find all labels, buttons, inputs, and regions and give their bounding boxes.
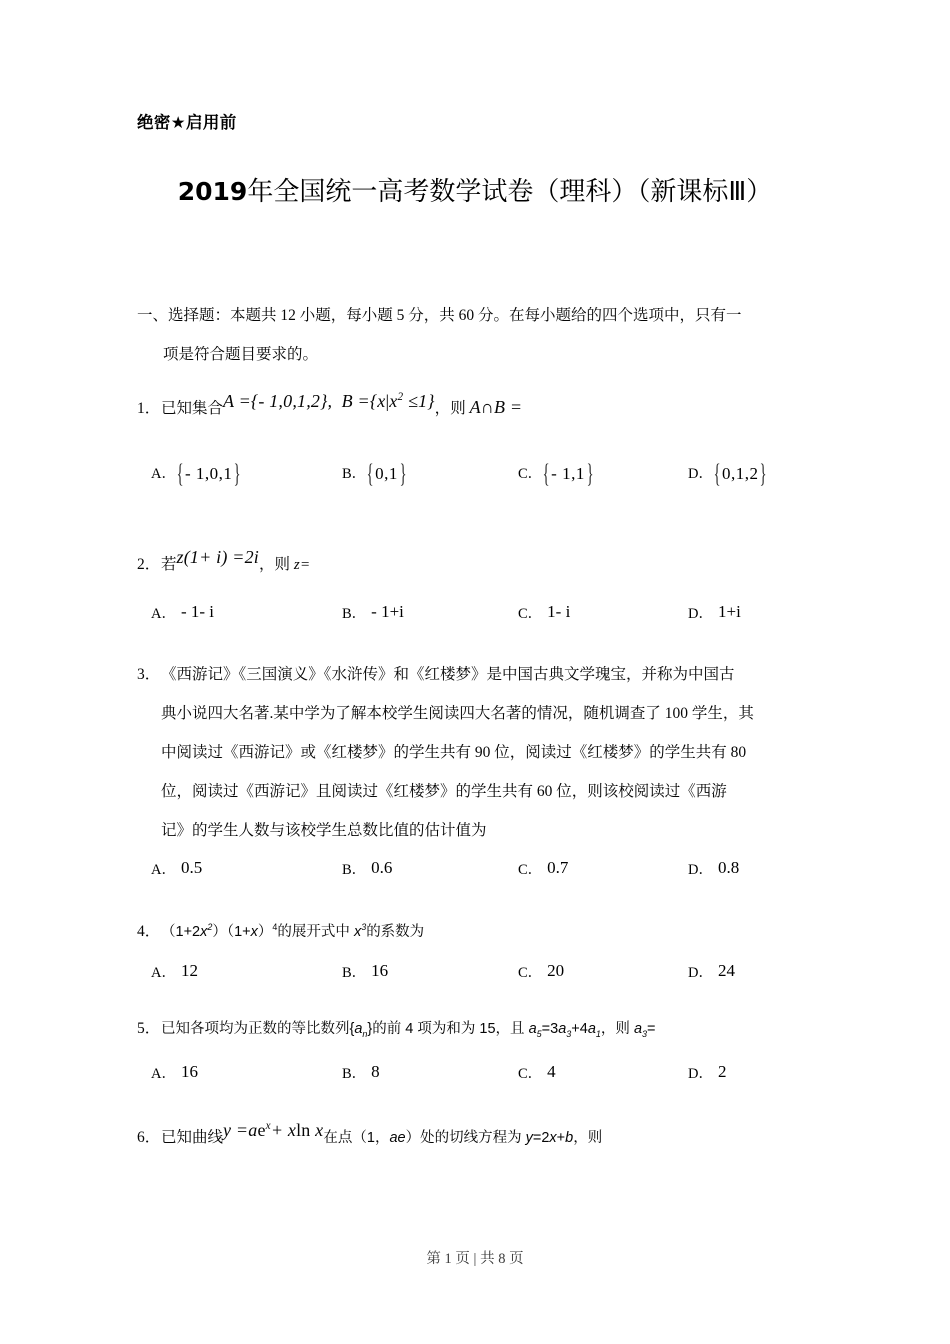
question-1-stem: [137, 384, 827, 428]
question-5-stem: [137, 1010, 827, 1053]
option-c[interactable]: C． 4: [518, 1062, 556, 1082]
option-a[interactable]: A． 0.5: [151, 858, 203, 878]
question-2-formula: z(1+ i) =2i: [176, 547, 260, 567]
question-3-line4: 位，阅读过《西游记》且阅读过《红楼梦》的学生共有 60 位，则该校阅读过《西游: [161, 783, 727, 800]
option-a[interactable]: A． - 1- i: [151, 602, 215, 622]
question-5-number: 5．: [137, 1020, 161, 1037]
question-3-line2: 典小说四大名著.某中学为了解本校学生阅读四大名著的情况，随机调查了 100 学生，其: [161, 705, 754, 722]
option-d[interactable]: D． 2: [688, 1062, 727, 1082]
option-d[interactable]: D． 0.8: [688, 858, 740, 878]
question-2-options: [137, 602, 837, 636]
option-c[interactable]: C． { - 1,1 }: [518, 462, 594, 484]
question-5-an: $a_n$: [354, 1021, 368, 1039]
question-6-line-eq: y=2x+b: [525, 1130, 574, 1146]
question-5-text-3: ，则: [600, 1021, 634, 1037]
question-3-options: [137, 858, 837, 892]
question-6-number: 6．: [137, 1129, 161, 1146]
option-c-set: { - 1,1 }: [542, 464, 594, 484]
option-c[interactable]: C． 0.7: [518, 858, 569, 878]
option-a[interactable]: A． { - 1,0,1 }: [151, 462, 241, 484]
option-a[interactable]: A． 16: [151, 1062, 198, 1082]
question-6-stem: [137, 1113, 827, 1157]
question-3-line1: 《西游记》《三国演义》《水浒传》和《红楼梦》是中国古典文学瑰宝，并称为中国古: [161, 666, 735, 683]
option-a[interactable]: A． 12: [151, 961, 198, 981]
question-1-then: 则: [450, 400, 466, 417]
question-2-then: 则: [274, 556, 291, 573]
question-2-text: 若: [161, 556, 177, 573]
option-d[interactable]: D． { 0,1,2 }: [688, 462, 767, 484]
option-a-set: { - 1,0,1 }: [176, 464, 241, 484]
question-1-formula-2: A∩B =: [469, 397, 523, 417]
question-5-eq: $a_5=3a_3+4a_1$: [528, 1021, 601, 1039]
question-3-number: 3．: [137, 666, 161, 683]
question-1-sep: ，: [434, 400, 451, 417]
option-b[interactable]: B． - 1+i: [342, 602, 404, 622]
question-6-text-4: ，则: [573, 1130, 603, 1146]
section-heading-line2: 项是符合题目要求的。: [163, 346, 319, 363]
option-d[interactable]: D． 1+i: [688, 602, 741, 622]
question-1-text: 已知集合: [161, 400, 224, 417]
option-b[interactable]: B． 0.6: [342, 858, 393, 878]
question-6-text-3: ）处的切线方程为: [405, 1130, 526, 1146]
option-b[interactable]: B． { 0,1 }: [342, 462, 407, 484]
question-3-line5: 记》的学生人数与该校学生总数比值的估计值为: [161, 822, 487, 839]
option-c[interactable]: C． 20: [518, 961, 565, 981]
page-title: [0, 174, 950, 210]
question-5-text-2: }的前 4 项为和为 15，且: [367, 1021, 529, 1037]
question-4-options: [137, 961, 837, 995]
option-d-set: { 0,1,2 }: [713, 464, 768, 484]
question-2-sep: ，: [259, 556, 275, 573]
option-b-set: { 0,1 }: [366, 464, 407, 484]
question-6-text: 已知曲线: [161, 1129, 224, 1146]
question-6-formula: $y =ae^x+ xln$ x: [223, 1120, 324, 1140]
question-1-formula: A ={- 1,0,1,2}, $B =\{x|x^2 \le 1\}$: [223, 391, 435, 411]
title-year: 2019: [177, 177, 248, 206]
question-3-stem: [137, 655, 827, 850]
question-5-options: [137, 1062, 837, 1096]
question-2-stem: [137, 544, 827, 584]
confidential-label: 绝密★启用前: [137, 113, 237, 132]
question-5-a3: $a_3=$: [633, 1021, 656, 1039]
section-heading-line1: 一、选择题：本题共 12 小题，每小题 5 分，共 60 分。在每小题给的四个选项中，只有一: [137, 307, 742, 324]
page-footer: 第 1 页 | 共 8 页: [426, 1251, 524, 1267]
question-5-text-1: 已知各项均为正数的等比数列{: [161, 1021, 355, 1037]
question-6-text-2: 在点（1，: [323, 1130, 390, 1146]
question-1-options: [137, 462, 837, 496]
question-6-ae: ae: [389, 1130, 406, 1146]
option-b[interactable]: B． 8: [342, 1062, 380, 1082]
question-1-number: 1．: [137, 400, 161, 417]
question-2-number: 2．: [137, 556, 161, 573]
question-3-line3: 中阅读过《西游记》或《红楼梦》的学生共有 90 位，阅读过《红楼梦》的学生共有 80: [161, 744, 747, 761]
section-heading: [137, 296, 815, 374]
question-4-stem: [137, 908, 827, 951]
option-d[interactable]: D． 24: [688, 961, 735, 981]
option-b[interactable]: B． 16: [342, 961, 389, 981]
option-c[interactable]: C． 1- i: [518, 602, 571, 622]
question-4-formula: $(1+2x^2)(1+x)^4$的展开式中 $x^3$的系数为: [161, 922, 425, 940]
question-4-number: 4．: [137, 922, 161, 940]
title-text: 年全国统一高考数学试卷（理科）（新课标Ⅲ）: [247, 177, 773, 206]
question-2-formula-2: z=: [293, 557, 311, 573]
